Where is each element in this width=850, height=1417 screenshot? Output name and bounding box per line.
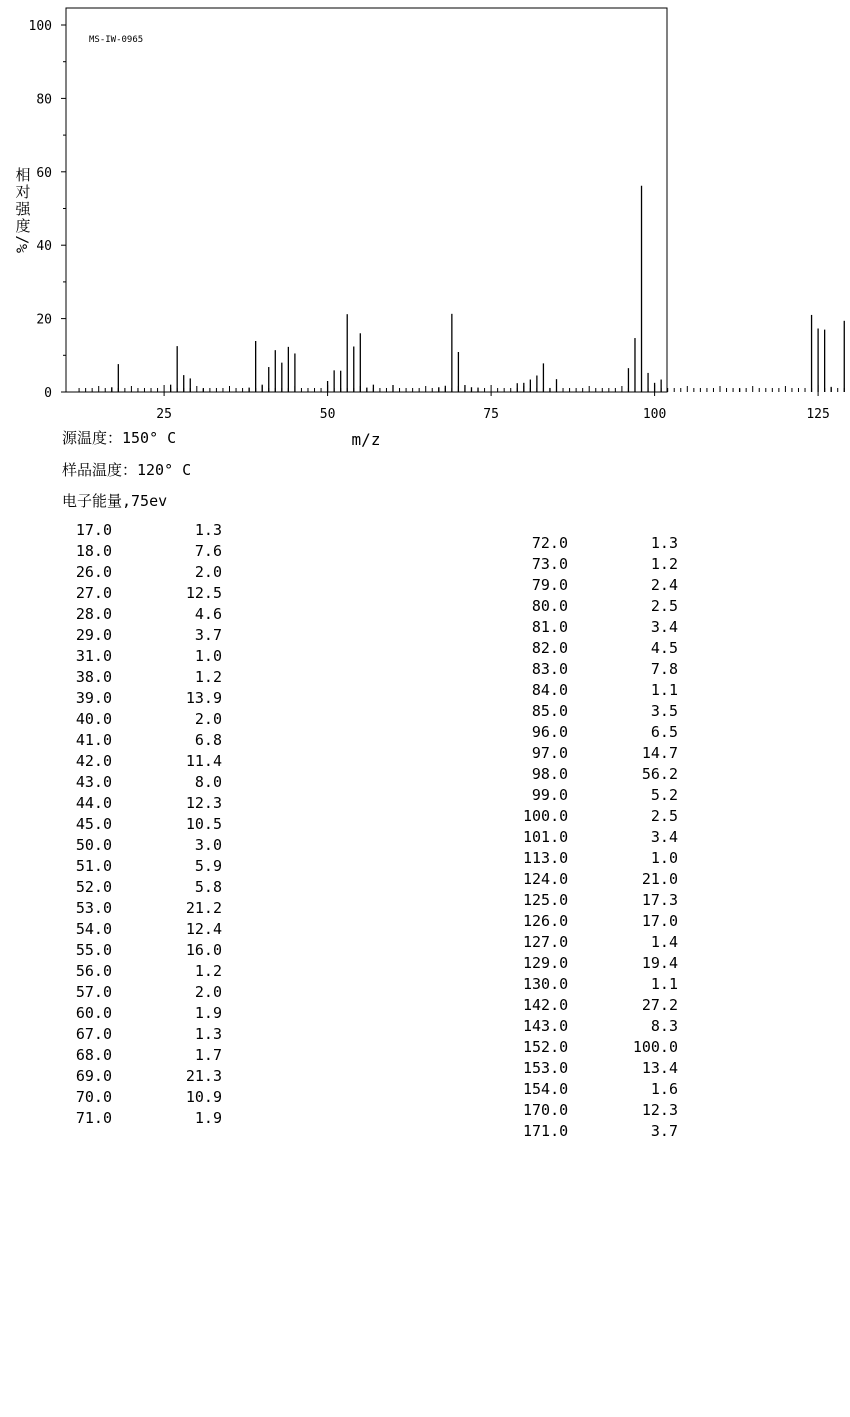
peak-mz: 53.0	[75, 899, 112, 917]
y-axis	[29, 19, 66, 401]
mass-spectrum-chart	[0, 0, 850, 460]
peak-intensity: 21.0	[641, 870, 678, 888]
peak-row	[523, 911, 678, 932]
peak-mz: 142.0	[523, 996, 569, 1014]
peak-row	[523, 995, 678, 1016]
peak-mz: 98.0	[531, 765, 568, 783]
y-axis-label-char: 强	[15, 200, 31, 218]
peak-intensity: 5.9	[194, 857, 222, 875]
peak-row	[523, 617, 678, 638]
peak-mz: 143.0	[523, 1017, 569, 1035]
peak-row	[67, 1087, 222, 1108]
peak-mz: 71.0	[75, 1109, 112, 1127]
peak-intensity: 13.4	[641, 1059, 678, 1077]
peak-row	[523, 1100, 678, 1121]
peak-row	[523, 722, 678, 743]
peak-mz: 57.0	[75, 983, 112, 1001]
peak-mz: 42.0	[75, 752, 112, 770]
peak-intensity: 1.1	[650, 681, 678, 699]
peak-intensity: 17.3	[641, 891, 678, 909]
peak-intensity: 1.4	[650, 933, 678, 951]
peak-intensity: 27.2	[641, 996, 678, 1014]
peak-mz: 68.0	[75, 1046, 112, 1064]
peak-mz: 27.0	[75, 584, 112, 602]
peak-intensity: 56.2	[641, 765, 678, 783]
peak-row	[523, 743, 678, 764]
y-tick-label: 0	[44, 386, 52, 401]
peak-mz: 126.0	[523, 912, 569, 930]
peak-row	[523, 680, 678, 701]
peak-row	[67, 562, 222, 583]
peak-mz: 113.0	[523, 849, 569, 867]
peak-intensity: 14.7	[641, 744, 678, 762]
peak-mz: 51.0	[75, 857, 112, 875]
peak-mz: 127.0	[523, 933, 569, 951]
peak-intensity: 2.5	[650, 807, 678, 825]
peak-intensity: 7.8	[650, 660, 678, 678]
peak-mz: 79.0	[531, 576, 568, 594]
y-tick-label: 20	[36, 312, 52, 328]
peak-intensity: 1.7	[194, 1046, 222, 1064]
peak-intensity: 1.1	[650, 975, 678, 993]
y-tick-label: 40	[36, 239, 52, 255]
peak-mz: 83.0	[531, 660, 568, 678]
peak-row	[523, 1121, 678, 1142]
y-axis-label-char: 对	[15, 183, 31, 201]
peak-intensity: 16.0	[185, 941, 222, 959]
peak-row	[67, 520, 222, 541]
peak-row	[67, 856, 222, 877]
peak-mz: 26.0	[75, 563, 112, 581]
peak-mz: 124.0	[523, 870, 569, 888]
x-tick-label: 100	[642, 407, 667, 422]
peak-mz: 84.0	[531, 681, 568, 699]
y-tick-label: 100	[28, 19, 52, 34]
peak-mz: 82.0	[531, 639, 568, 657]
peak-mz: 80.0	[531, 597, 568, 615]
peak-row	[67, 604, 222, 625]
peak-row	[523, 1079, 678, 1100]
electron-energy: 电子能量,75ev	[62, 492, 168, 510]
peak-row	[67, 730, 222, 751]
peak-mz: 67.0	[75, 1025, 112, 1043]
x-tick-label: 125	[806, 407, 830, 422]
peak-intensity: 13.9	[185, 689, 222, 707]
peak-row	[67, 814, 222, 835]
peak-row	[67, 940, 222, 961]
peak-mz: 100.0	[523, 807, 569, 825]
peak-intensity: 19.4	[641, 954, 678, 972]
peak-mz: 44.0	[75, 794, 112, 812]
peak-intensity: 5.8	[194, 878, 222, 896]
y-axis-label	[13, 166, 31, 253]
peak-mz: 38.0	[75, 668, 112, 686]
peak-row	[67, 625, 222, 646]
peak-intensity: 4.5	[650, 639, 678, 657]
peak-intensity: 3.4	[650, 618, 678, 636]
peak-intensity: 2.0	[194, 983, 222, 1001]
peak-intensity: 8.3	[650, 1017, 678, 1035]
peak-row	[523, 659, 678, 680]
x-axis-label: m/z	[351, 430, 381, 449]
peak-row	[523, 1037, 678, 1058]
peak-row	[67, 793, 222, 814]
x-axis	[156, 392, 850, 422]
peak-mz: 50.0	[75, 836, 112, 854]
peak-row	[523, 785, 678, 806]
peak-row	[67, 688, 222, 709]
peak-row	[523, 932, 678, 953]
peak-intensity: 1.2	[194, 962, 222, 980]
peak-row	[67, 1066, 222, 1087]
peak-row	[523, 701, 678, 722]
peak-intensity: 1.3	[650, 534, 678, 552]
sample-temperature: 样品温度：120° C	[62, 461, 192, 479]
peak-row	[67, 1045, 222, 1066]
peak-mz: 125.0	[523, 891, 569, 909]
peak-intensity: 5.2	[650, 786, 678, 804]
peak-intensity: 12.3	[185, 794, 222, 812]
peak-mz: 73.0	[531, 555, 568, 573]
y-tick-label: 60	[36, 165, 52, 181]
peak-intensity: 1.3	[194, 521, 222, 539]
peak-row	[67, 751, 222, 772]
y-axis-label-char: %/	[13, 234, 31, 254]
peak-intensity: 11.4	[185, 752, 222, 770]
peak-table-left	[67, 520, 222, 1129]
peak-intensity: 1.9	[194, 1004, 222, 1022]
peak-row	[523, 1016, 678, 1037]
peak-row	[67, 961, 222, 982]
peak-intensity: 1.0	[650, 849, 678, 867]
peak-row	[523, 953, 678, 974]
peak-intensity: 3.0	[194, 836, 222, 854]
peak-mz: 152.0	[523, 1038, 569, 1056]
peak-intensity: 12.5	[185, 584, 222, 602]
x-tick-label: 25	[156, 407, 172, 422]
peak-mz: 31.0	[75, 647, 112, 665]
peak-intensity: 21.2	[185, 899, 222, 917]
peak-row	[523, 1058, 678, 1079]
peak-mz: 54.0	[75, 920, 112, 938]
peak-intensity: 8.0	[194, 773, 222, 791]
peak-row	[523, 869, 678, 890]
peak-mz: 170.0	[523, 1101, 569, 1119]
peak-mz: 72.0	[531, 534, 568, 552]
peak-row	[523, 533, 678, 554]
peak-mz: 96.0	[531, 723, 568, 741]
peak-row	[67, 541, 222, 562]
source-temperature: 源温度：150° C	[62, 429, 177, 447]
peak-row	[523, 575, 678, 596]
peak-intensity: 3.5	[650, 702, 678, 720]
x-tick-label: 75	[483, 407, 499, 422]
peak-row	[67, 646, 222, 667]
peak-row	[523, 554, 678, 575]
peak-row	[67, 919, 222, 940]
peak-mz: 129.0	[523, 954, 569, 972]
peak-mz: 43.0	[75, 773, 112, 791]
peak-row	[67, 898, 222, 919]
peak-mz: 154.0	[523, 1080, 569, 1098]
spectrum-bars	[112, 25, 850, 392]
peak-intensity: 10.5	[185, 815, 222, 833]
peak-mz: 85.0	[531, 702, 568, 720]
peak-mz: 56.0	[75, 962, 112, 980]
peak-row	[67, 667, 222, 688]
peak-mz: 97.0	[531, 744, 568, 762]
peak-intensity: 10.9	[185, 1088, 222, 1106]
peak-mz: 60.0	[75, 1004, 112, 1022]
peak-row	[523, 806, 678, 827]
peak-intensity: 1.9	[194, 1109, 222, 1127]
y-axis-label-char: 度	[15, 217, 31, 235]
peak-mz: 52.0	[75, 878, 112, 896]
peak-intensity: 17.0	[641, 912, 678, 930]
peak-intensity: 4.6	[194, 605, 222, 623]
peak-row	[523, 827, 678, 848]
peak-intensity: 3.7	[194, 626, 222, 644]
peak-row	[67, 1108, 222, 1129]
peak-mz: 69.0	[75, 1067, 112, 1085]
peak-mz: 99.0	[531, 786, 568, 804]
peak-row	[523, 848, 678, 869]
peak-intensity: 1.6	[650, 1080, 678, 1098]
peak-row	[67, 1024, 222, 1045]
x-tick-label: 50	[319, 407, 336, 422]
peak-mz: 18.0	[75, 542, 112, 560]
y-axis-label-char: 相	[15, 166, 31, 184]
peak-intensity: 12.3	[641, 1101, 678, 1119]
peak-mz: 153.0	[523, 1059, 569, 1077]
peak-mz: 70.0	[75, 1088, 112, 1106]
peak-intensity: 1.2	[194, 668, 222, 686]
peak-intensity: 1.2	[650, 555, 678, 573]
peak-row	[67, 835, 222, 856]
peak-row	[67, 772, 222, 793]
peak-intensity: 2.0	[194, 563, 222, 581]
peak-row	[523, 764, 678, 785]
peak-row	[67, 583, 222, 604]
peak-mz: 41.0	[75, 731, 112, 749]
peak-intensity: 6.8	[194, 731, 222, 749]
peak-intensity: 3.7	[650, 1122, 678, 1140]
peak-table-right	[523, 533, 678, 1142]
peak-mz: 101.0	[523, 828, 569, 846]
peak-intensity: 6.5	[650, 723, 678, 741]
peak-row	[523, 638, 678, 659]
peak-intensity: 2.0	[194, 710, 222, 728]
peak-row	[523, 974, 678, 995]
peak-row	[523, 890, 678, 911]
peak-mz: 17.0	[75, 521, 112, 539]
peak-mz: 130.0	[523, 975, 569, 993]
peak-mz: 45.0	[75, 815, 112, 833]
peak-intensity: 1.3	[194, 1025, 222, 1043]
peak-row	[523, 596, 678, 617]
y-tick-label: 80	[36, 92, 52, 108]
sample-id-label: MS-IW-0965	[89, 35, 144, 45]
peak-intensity: 12.4	[185, 920, 222, 938]
peak-mz: 28.0	[75, 605, 112, 623]
peak-mz: 39.0	[75, 689, 112, 707]
peak-intensity: 3.4	[650, 828, 678, 846]
peak-intensity: 1.0	[194, 647, 222, 665]
peak-row	[67, 877, 222, 898]
peak-row	[67, 709, 222, 730]
peak-mz: 171.0	[523, 1122, 569, 1140]
peak-intensity: 2.4	[650, 576, 678, 594]
peak-intensity: 100.0	[632, 1038, 678, 1056]
peak-intensity: 2.5	[650, 597, 678, 615]
peak-mz: 55.0	[75, 941, 112, 959]
peak-intensity: 7.6	[194, 542, 222, 560]
peak-row	[67, 1003, 222, 1024]
peak-mz: 29.0	[75, 626, 112, 644]
plot-frame	[66, 8, 667, 392]
peak-intensity: 21.3	[185, 1067, 222, 1085]
peak-mz: 81.0	[531, 618, 568, 636]
peak-mz: 40.0	[75, 710, 112, 728]
peak-row	[67, 982, 222, 1003]
